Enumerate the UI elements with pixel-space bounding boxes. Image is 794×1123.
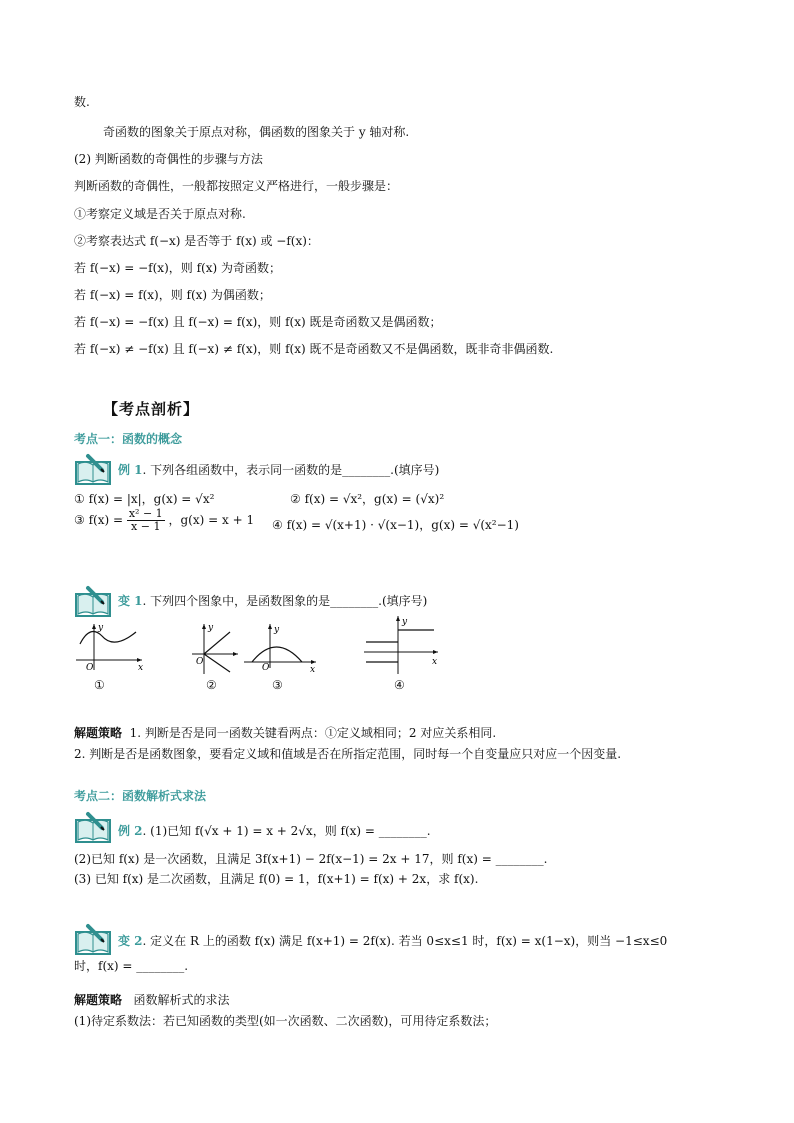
variant-text: . 定义在 R 上的函数 f(x) 满足 f(x+1) = 2f(x). 若当 0≤x≤1 时，f(x) = x(1−x)，则当 −1≤x≤0: [142, 934, 668, 948]
svg-text:y: y: [402, 617, 408, 627]
strategy-2: 2. 判断是否是函数图象，要看定义域和值域是否在所指定范围，同时每一个自变量应只对应一个因变量.: [74, 747, 622, 761]
option-3: [74, 508, 254, 533]
section-title: 【考点剖析】: [103, 400, 200, 418]
graph-4: [362, 612, 442, 678]
origin-label: O: [86, 663, 94, 672]
fraction-denominator: x − 1: [131, 520, 161, 533]
option-3-pre: ③ f(x) =: [74, 513, 124, 527]
option-2: ② f(x) = √x²，g(x) = (√x)²: [290, 492, 445, 506]
option-3-post: ，g(x) = x + 1: [168, 513, 255, 527]
x-label: x: [138, 663, 144, 672]
variant-2: [118, 932, 667, 949]
example-2-part-3: (3) 已知 f(x) 是二次函数，且满足 f(0) = 1，f(x+1) = f(x) + 2x，求 f(x).: [74, 872, 479, 886]
curve: [80, 632, 136, 645]
strategy-4: (1)待定系数法：若已知函数的类型(如一次函数、二次函数)，可用待定系数法；: [74, 1014, 497, 1028]
graph-label: ④: [394, 678, 405, 692]
svg-text:y: y: [274, 625, 280, 635]
text-line: ①考察定义域是否关于原点对称.: [74, 207, 246, 221]
option-4: ④ f(x) = √(x+1) · √(x−1)，g(x) = √(x²−1): [272, 518, 519, 532]
text-line: 若 f(−x) = −f(x)，则 f(x) 为奇函数；: [74, 261, 281, 275]
graph-2: [190, 620, 242, 676]
strategy-1: [74, 724, 496, 741]
svg-text:O: O: [262, 663, 270, 672]
graph-label: ③: [272, 678, 283, 692]
example-2-part-2: (2)已知 f(x) 是一次函数，且满足 3f(x+1) − 2f(x−1) = 2x + 17，则 f(x) = ________.: [74, 852, 548, 866]
text-line: 数.: [74, 95, 90, 109]
option-1: ① f(x) = |x|，g(x) = √x²: [74, 492, 215, 506]
variant-2-continued: 时，f(x) = ________.: [74, 959, 189, 973]
variant-tag: 变 2: [118, 934, 143, 948]
example-text: . 下列各组函数中，表示同一函数的是________.(填序号): [142, 463, 440, 477]
example-text: . (1)已知 f(√x + 1) = x + 2√x，则 f(x) = ________.: [142, 824, 431, 838]
fraction: [127, 508, 165, 533]
variant-text: . 下列四个图象中，是函数图象的是________.(填序号): [142, 594, 428, 608]
example-1: [118, 461, 439, 478]
text-line: 若 f(−x) = −f(x) 且 f(−x) = f(x)，则 f(x) 既是奇函数又是偶函数；: [74, 315, 442, 329]
book-pen-icon: [74, 922, 114, 956]
svg-text:x: x: [310, 665, 316, 672]
graph-label: ①: [94, 678, 105, 692]
strategy-label: 解题策略: [74, 993, 123, 1007]
book-pen-icon: [74, 584, 114, 618]
fraction-numerator: x² − 1: [128, 507, 163, 520]
text-line: 判断函数的奇偶性，一般都按照定义严格进行，一般步骤是：: [74, 179, 399, 193]
y-label: y: [98, 623, 104, 633]
strategy-title: 函数解析式的求法: [133, 993, 230, 1007]
graph-1: [74, 620, 146, 672]
variant-1: [118, 592, 427, 609]
book-pen-icon: [74, 810, 114, 844]
graph-label: ②: [206, 678, 217, 692]
strategy-3: [74, 991, 229, 1008]
strategy-text: 1. 判断是否是同一函数关键看两点：①定义域相同；2 对应关系相同.: [129, 726, 497, 740]
text-line: ②考察表达式 f(−x) 是否等于 f(x) 或 −f(x)：: [74, 234, 319, 248]
kaodian-2-title: 考点二：函数解析式求法: [74, 789, 207, 803]
kaodian-1-title: 考点一：函数的概念: [74, 432, 183, 446]
svg-text:x: x: [432, 657, 438, 667]
example-tag: 例 1: [118, 463, 143, 477]
text-line: 若 f(−x) ≠ −f(x) 且 f(−x) ≠ f(x)，则 f(x) 既不是奇函数又不是偶函数，既非奇非偶函数.: [74, 342, 554, 356]
text-line: 奇函数的图象关于原点对称，偶函数的图象关于 y 轴对称.: [103, 125, 410, 139]
strategy-label: 解题策略: [74, 726, 123, 740]
variant-tag: 变 1: [118, 594, 143, 608]
text-line: 若 f(−x) = f(x)，则 f(x) 为偶函数；: [74, 288, 271, 302]
graph-3: [236, 622, 320, 672]
book-pen-icon: [74, 452, 114, 486]
example-2: [118, 822, 431, 839]
svg-text:y: y: [208, 623, 214, 633]
example-tag: 例 2: [118, 824, 143, 838]
svg-text:O: O: [196, 657, 204, 667]
text-line: (2) 判断函数的奇偶性的步骤与方法: [74, 152, 263, 166]
